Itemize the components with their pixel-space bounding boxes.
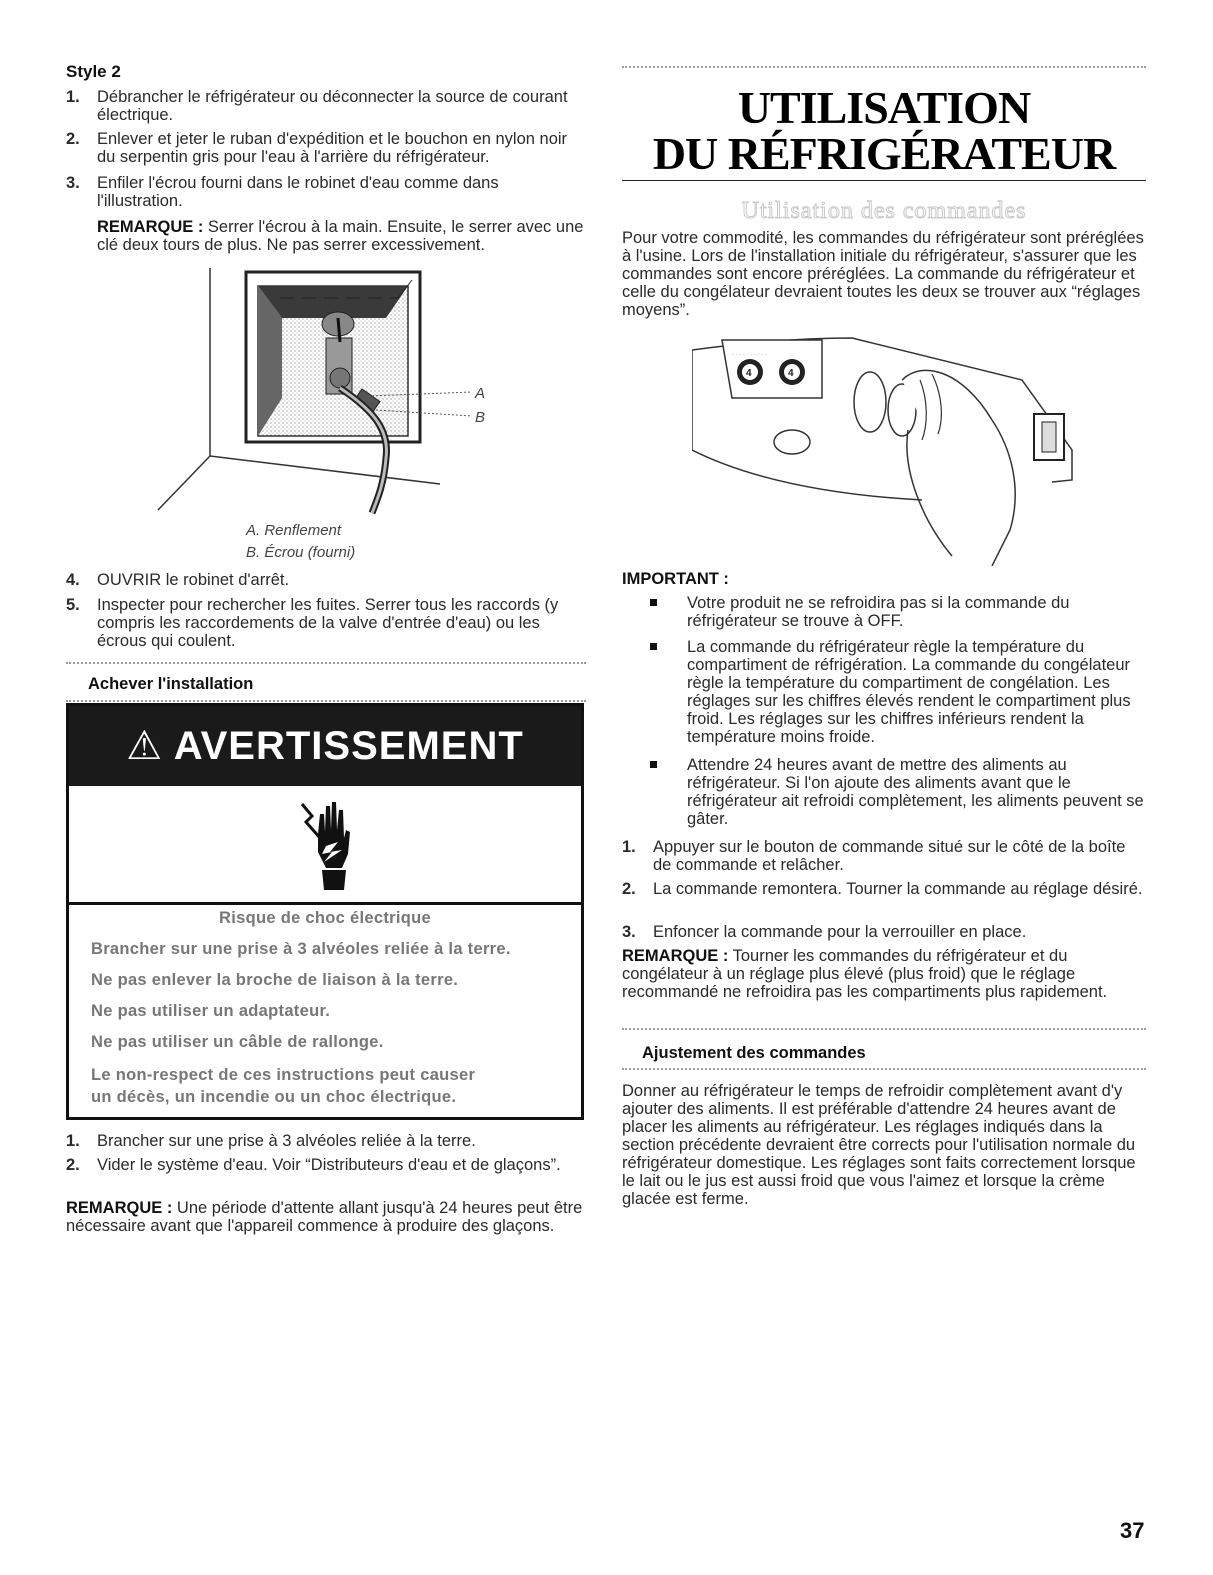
warning-line: Le non-respect de ces instructions peut causer <box>91 1066 476 1084</box>
list-item <box>66 571 586 589</box>
step-text: Appuyer sur le bouton de commande situé sur le côté de la boîte de commande et relâcher. <box>653 838 1126 874</box>
bullet-text: Attendre 24 heures avant de mettre des aliments au réfrigérateur. Si l'on ajoute des aliments avant que le réfrigérateur ait refroidi complètement, les aliments peuvent se gâter. <box>687 756 1144 828</box>
note-text: Serrer l'écrou à la main. Ensuite, le serrer avec une clé deux tours de plus. Ne pas serrer excessivement. <box>97 218 584 254</box>
step-number: 1. <box>622 838 636 856</box>
divider <box>622 66 1146 68</box>
list-item <box>66 596 586 650</box>
warning-line: un décès, un incendie ou un choc électrique. <box>91 1088 457 1106</box>
list-item <box>622 838 1146 874</box>
caption-a: A. Renflement <box>246 522 342 539</box>
note-text: Une période d'attente allant jusqu'à 24 heures peut être nécessaire avant que l'appareil commence à produire des glaçons. <box>66 1199 583 1235</box>
step-number: 2. <box>622 880 636 898</box>
warning-line: Ne pas utiliser un câble de rallonge. <box>91 1033 384 1051</box>
warning-line: Ne pas enlever la broche de liaison à la terre. <box>91 971 459 989</box>
list-item <box>650 594 1146 630</box>
list-item <box>622 880 1146 898</box>
step-number: 1. <box>66 1132 80 1150</box>
note-paragraph <box>622 947 1146 1001</box>
step-number: 3. <box>66 174 80 192</box>
step-number: 2. <box>66 1156 80 1174</box>
step-number: 1. <box>66 88 80 106</box>
bullet-icon <box>650 761 657 768</box>
list-item <box>66 88 586 124</box>
note-label: REMARQUE : <box>97 218 204 236</box>
note-paragraph <box>66 218 586 254</box>
page-title-line2: DU RÉFRIGÉRATEUR <box>652 128 1116 179</box>
list-item <box>66 130 586 166</box>
control-panel-illustration <box>692 330 1082 566</box>
list-item <box>650 756 1146 828</box>
panel-fine-print: · · · · · · · · · · <box>732 352 767 358</box>
bullet-icon <box>650 599 657 606</box>
warning-line: Brancher sur une prise à 3 alvéoles reliée à la terre. <box>91 940 511 958</box>
water-valve-illustration <box>150 258 510 520</box>
shock-hazard-icon <box>298 794 358 892</box>
warning-line: Risque de choc électrique <box>219 909 431 927</box>
list-item <box>622 923 1146 941</box>
warning-box <box>66 703 584 1120</box>
bullet-icon <box>650 643 657 650</box>
section-heading: Achever l'installation <box>88 675 254 693</box>
caption-b: B. Écrou (fourni) <box>246 544 356 561</box>
list-item <box>66 1156 586 1174</box>
step-number: 5. <box>66 596 80 614</box>
warning-line: Ne pas utiliser un adaptateur. <box>91 1002 331 1020</box>
note-label: REMARQUE : <box>66 1199 173 1217</box>
step-number: 4. <box>66 571 80 589</box>
divider <box>66 662 586 664</box>
section-subtitle: Utilisation des commandes <box>741 198 1027 224</box>
step-text: Enlever et jeter le ruban d'expédition et le bouchon en nylon noir du serpentin gris pour l'eau à l'arrière du réfrigérateur. <box>97 130 568 166</box>
step-text: Vider le système d'eau. Voir “Distributeurs d'eau et de glaçons”. <box>97 1156 561 1174</box>
style-heading: Style 2 <box>66 62 121 81</box>
divider <box>66 700 586 702</box>
divider <box>622 1028 1146 1030</box>
note-label: REMARQUE : <box>622 947 729 965</box>
label-b: B <box>475 409 486 426</box>
important-label: IMPORTANT : <box>622 570 729 588</box>
divider <box>622 1068 1146 1070</box>
step-text: Débrancher le réfrigérateur ou déconnecter la source de courant électrique. <box>97 88 568 124</box>
svg-text:4: 4 <box>788 368 794 379</box>
step-number: 3. <box>622 923 636 941</box>
warning-triangle-icon: ⚠ <box>126 724 164 768</box>
warning-separator <box>69 902 581 905</box>
warning-title: AVERTISSEMENT <box>173 724 524 768</box>
note-paragraph <box>66 1199 586 1235</box>
page-number: 37 <box>1120 1518 1145 1543</box>
svg-text:4: 4 <box>746 368 752 379</box>
intro-paragraph: Pour votre commodité, les commandes du réfrigérateur sont préréglées à l'usine. Lors de l'installation initiale du réfrigérateur, s'assurer que les commandes sont encore préréglées. La commande du réfrigérateur et celle du congélateur devraient toutes les deux se trouver aux “réglages moyens”. <box>622 229 1144 319</box>
label-a: A <box>475 385 486 402</box>
warning-header <box>69 706 581 786</box>
step-text: Brancher sur une prise à 3 alvéoles reliée à la terre. <box>97 1132 476 1150</box>
step-text: Enfoncer la commande pour la verrouiller en place. <box>653 923 1027 941</box>
list-item <box>650 638 1146 746</box>
page-title-line1: UTILISATION <box>737 82 1031 133</box>
step-text: Inspecter pour rechercher les fuites. Serrer tous les raccords (y compris les raccordements de la valve d'entrée d'eau) ou les écrous qui coulent. <box>97 596 559 650</box>
list-item <box>66 174 586 210</box>
title-rule <box>622 180 1146 181</box>
bullet-text: Votre produit ne se refroidira pas si la commande du réfrigérateur se trouve à OFF. <box>687 594 1070 630</box>
step-text: La commande remontera. Tourner la commande au réglage désiré. <box>653 880 1143 898</box>
step-text: Enfiler l'écrou fourni dans le robinet d'eau comme dans l'illustration. <box>97 174 499 210</box>
step-text: OUVRIR le robinet d'arrêt. <box>97 571 290 589</box>
bullet-text: La commande du réfrigérateur règle la température du compartiment de réfrigération. La commande du congélateur règle la température du compartiment de congélation. Les réglages sur les chiffres élevés rendent le compartiment plus froid. Les réglages sur les chiffres inférieurs rendent la température moins froide. <box>687 638 1131 746</box>
list-item <box>66 1132 586 1150</box>
adjust-paragraph: Donner au réfrigérateur le temps de refroidir complètement avant d'y ajouter des aliments. Il est préférable d'attendre 24 heures avant de placer les aliments au réfrigérateur. Les réglages indiqués dans la section précédente devraient être corrects pour l'utilisation normale du réfrigérateur domestique. Les réglages sont faits correctement lorsque le lait ou le jus est aussi froid que vous l'aimez et lorsque la crème glacée est ferme. <box>622 1082 1136 1208</box>
note-text: Tourner les commandes du réfrigérateur et du congélateur à un réglage plus élevé (plus froid) que le réglage recommandé ne refroidira pas les compartiments plus rapidement. <box>622 947 1108 1001</box>
step-number: 2. <box>66 130 80 148</box>
section-heading: Ajustement des commandes <box>642 1044 866 1062</box>
